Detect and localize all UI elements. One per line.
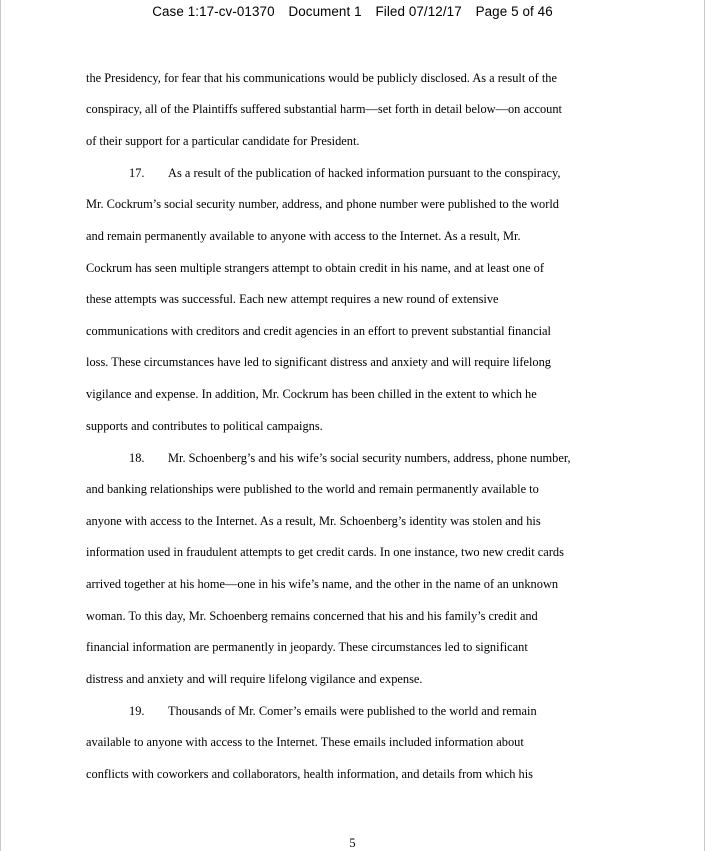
body-line: Mr. Cockrum’s social security number, address, and phone number were published to the world (86, 197, 559, 211)
body-line: these attempts was successful. Each new attempt requires a new round of extensive (86, 292, 499, 306)
paragraph-18-first-line (129, 450, 571, 466)
body-line: arrived together at his home—one in his wife’s name, and the other in the name of an unknown (86, 577, 559, 591)
body-line: Cockrum has seen multiple strangers attempt to obtain credit in his name, and at least one of (86, 261, 544, 275)
paragraph-number: 19. (129, 704, 145, 718)
body-line: vigilance and expense. In addition, Mr. Cockrum has been chilled in the extent to which he (86, 387, 537, 401)
case-header (1, 4, 704, 19)
body-line: available to anyone with access to the Internet. These emails included information about (86, 735, 524, 749)
paragraph-text: As a result of the publication of hacked information pursuant to the conspiracy, (168, 166, 561, 180)
paragraph-text: Mr. Schoenberg’s and his wife’s social security numbers, address, phone number, (168, 451, 571, 465)
body-line: woman. To this day, Mr. Schoenberg remains concerned that his and his family’s credit and (86, 609, 538, 623)
paragraph-17-first-line (129, 165, 561, 181)
body-line: the Presidency, for fear that his communications would be publicly disclosed. As a result of the (86, 71, 557, 85)
body-line: supports and contributes to political campaigns. (86, 419, 323, 433)
body-line: anyone with access to the Internet. As a result, Mr. Schoenberg’s identity was stolen and his (86, 514, 541, 528)
filed-date: Filed 07/12/17 (375, 4, 462, 19)
body-line: conflicts with coworkers and collaborators, health information, and details from which his (86, 767, 533, 781)
body-line: financial information are permanently in jeopardy. These circumstances led to significant (86, 640, 528, 654)
body-line: and banking relationships were published to the world and remain permanently available to (86, 482, 539, 496)
page-number: 5 (349, 836, 356, 850)
body-line: loss. These circumstances have led to significant distress and anxiety and will require lifelong (86, 355, 551, 369)
body-line: communications with creditors and credit agencies in an effort to prevent substantial financial (86, 324, 551, 338)
body-line: conspiracy, all of the Plaintiffs suffered substantial harm—set forth in detail below—on account (86, 102, 562, 116)
paragraph-number: 17. (129, 166, 145, 180)
paragraph-text: Thousands of Mr. Comer’s emails were published to the world and remain (168, 704, 537, 718)
document-number: Document 1 (288, 4, 362, 19)
page-indicator: Page 5 of 46 (475, 4, 553, 19)
paragraph-number: 18. (129, 451, 145, 465)
body-line: and remain permanently available to anyone with access to the Internet. As a result, Mr. (86, 229, 521, 243)
body-line: information used in fraudulent attempts to get credit cards. In one instance, two new credit cards (86, 545, 564, 559)
body-line: distress and anxiety and will require lifelong vigilance and expense. (86, 672, 423, 686)
case-number: Case 1:17-cv-01370 (152, 4, 275, 19)
paragraph-19-first-line (129, 703, 537, 719)
body-line: of their support for a particular candidate for President. (86, 134, 360, 148)
